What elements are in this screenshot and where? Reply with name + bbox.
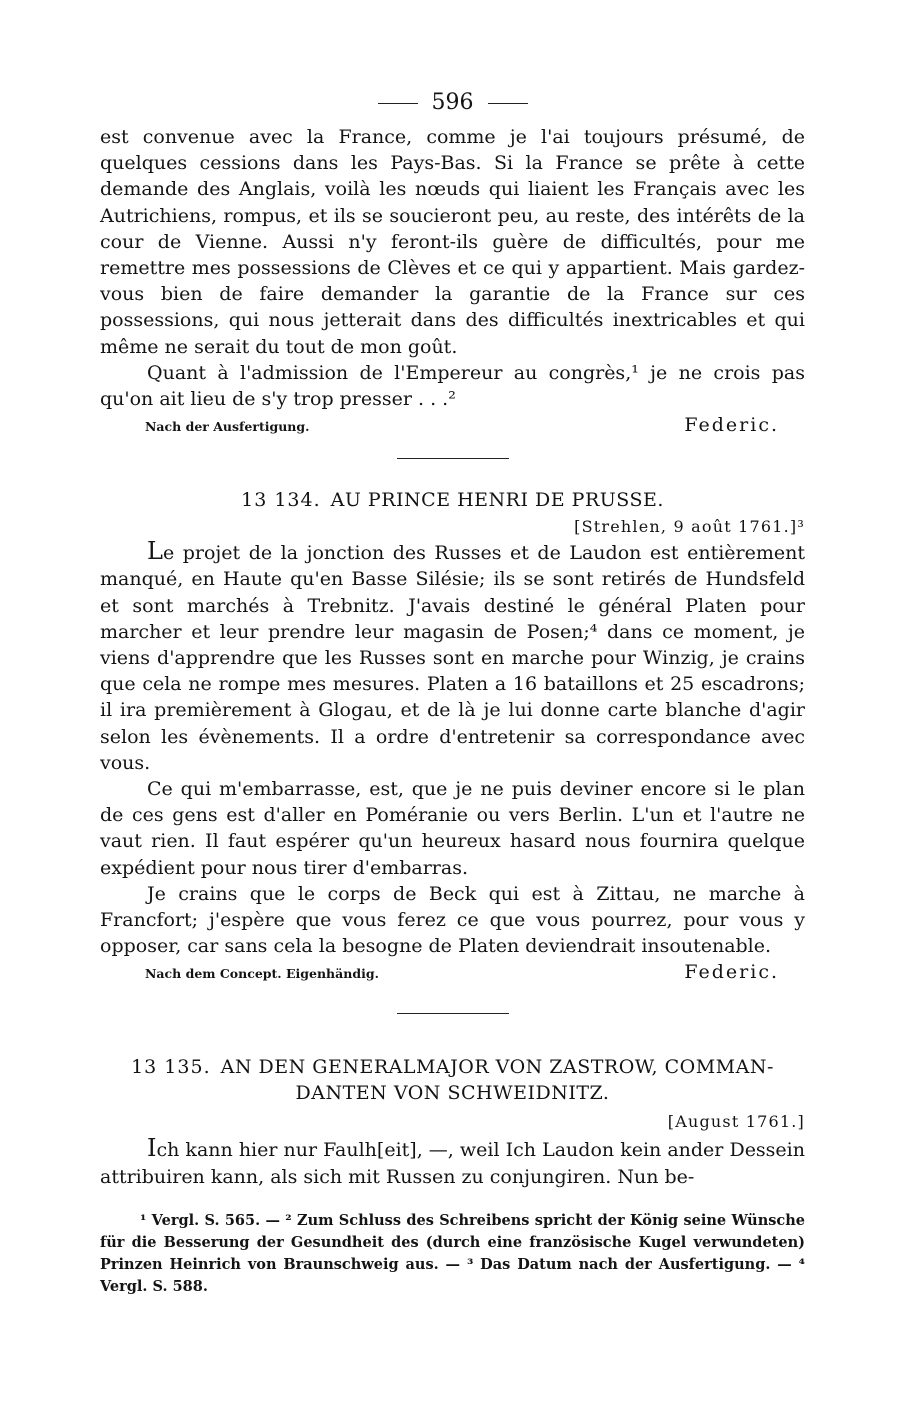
page-number-line <box>100 88 805 118</box>
page <box>100 88 805 1298</box>
source-note: Nach der Ausfertigung. <box>145 419 310 435</box>
letter-title: AU PRINCE HENRI DE PRUSSE. <box>330 489 664 512</box>
paragraph <box>100 538 805 776</box>
paragraph: Je crains que le corps de Beck qui est à Zittau, ne marche à Francfort; j'espère que vous ferez ce que vous pourrez, pour vous y opposer, car sans cela la besogne de Platen deviendrait insoutenable. <box>100 882 805 958</box>
page-number: 596 <box>431 90 474 115</box>
letter-title: AN DEN GENERALMAJOR VON ZASTROW, COMMAN- <box>220 1056 774 1079</box>
footnote-text: ¹ Vergl. S. 565. — ² Zum Schluss des Schreibens spricht der König seine Wünsche für die Besserung der Gesundheit des (durch eine französische Kugel verwundeten) Prinzen Heinrich von Braunschweig aus. — ³ Das Datum nach der Ausfertigung. — ⁴ Vergl. S. 588. <box>100 1211 805 1295</box>
paragraph-text: ch kann hier nur Faulh[eit], —, weil Ich Laudon kein ander Dessein attribuiren kann, als sich mit Russen zu conjungiren. Nun be- <box>100 1139 805 1188</box>
paragraph <box>100 1135 805 1189</box>
divider <box>378 103 418 104</box>
paragraph: Ce qui m'embarrasse, est, que je ne puis deviner encore si le plan de ces gens est d'aller en Poméranie ou vers Berlin. L'un et l'autre ne vaut rien. Il faut espérer qu'un heureux hasard nous fournira quelque expédient pour nous tirer d'embarras. <box>100 778 805 879</box>
signature: Federic. <box>684 414 779 437</box>
initial-letter: L <box>147 537 163 566</box>
letter-title-continued: DANTEN VON SCHWEIDNITZ. <box>295 1082 610 1105</box>
paragraph: est convenue avec la France, comme je l'ai toujours présumé, de quelques cessions dans les Pays-Bas. Si la France se prête à cette demande des Anglais, voilà les nœuds qui liaient les Français avec les Autrichiens, rompus, et ils se soucieront peu, au reste, des intérêts de la cour de Vienne. Aussi n'y feront-ils guère de difficultés, pour me remettre mes possessions de Clèves et ce qui y appartient. Mais gardez-vous bien de faire demander la garantie de la France sur ces possessions, qui nous jetterait dans des difficultés inextricables et qui même ne serait du tout de mon goût. <box>100 126 805 358</box>
footnotes <box>100 1210 805 1298</box>
paragraph-text: e projet de la jonction des Russes et de Laudon est entièrement manqué, en Haute qu'en Basse Silésie; ils se sont retirés de Hundsfeld et sont marchés à Trebnitz. J'avais destiné le général Platen pour marcher et leur prendre leur magasin de Posen;⁴ dans ce moment, je viens d'apprendre que les Russes sont en marche pour Winzig, je crains que cela ne rompe mes mesures. Platen a 16 bataillons et 25 escadrons; il ira premièrement à Glogau, et de là je lui donne carte blanche d'agir selon les évènements. Il a ordre d'entretenir sa correspondance avec vous. <box>100 542 805 774</box>
section-divider <box>397 1013 509 1014</box>
section-divider <box>397 458 509 459</box>
paragraph: Quant à l'admission de l'Empereur au congrès,¹ je ne crois pas qu'on ait lieu de s'y trop presser . . .² <box>100 361 805 411</box>
letter-heading <box>100 489 805 511</box>
dateline: [August 1761.] <box>667 1112 805 1132</box>
divider <box>488 103 528 104</box>
letter-heading <box>100 1054 805 1106</box>
signature: Federic. <box>684 961 779 984</box>
letter-number: 13 135. <box>131 1056 211 1079</box>
letter-number: 13 134. <box>241 489 321 512</box>
signature-line <box>100 414 805 436</box>
source-note: Nach dem Concept. Eigenhändig. <box>145 966 379 982</box>
initial-letter: I <box>147 1134 157 1163</box>
signature-line <box>100 961 805 983</box>
letter-heading-line <box>100 1054 805 1080</box>
dateline: [Strehlen, 9 août 1761.]³ <box>574 517 805 537</box>
